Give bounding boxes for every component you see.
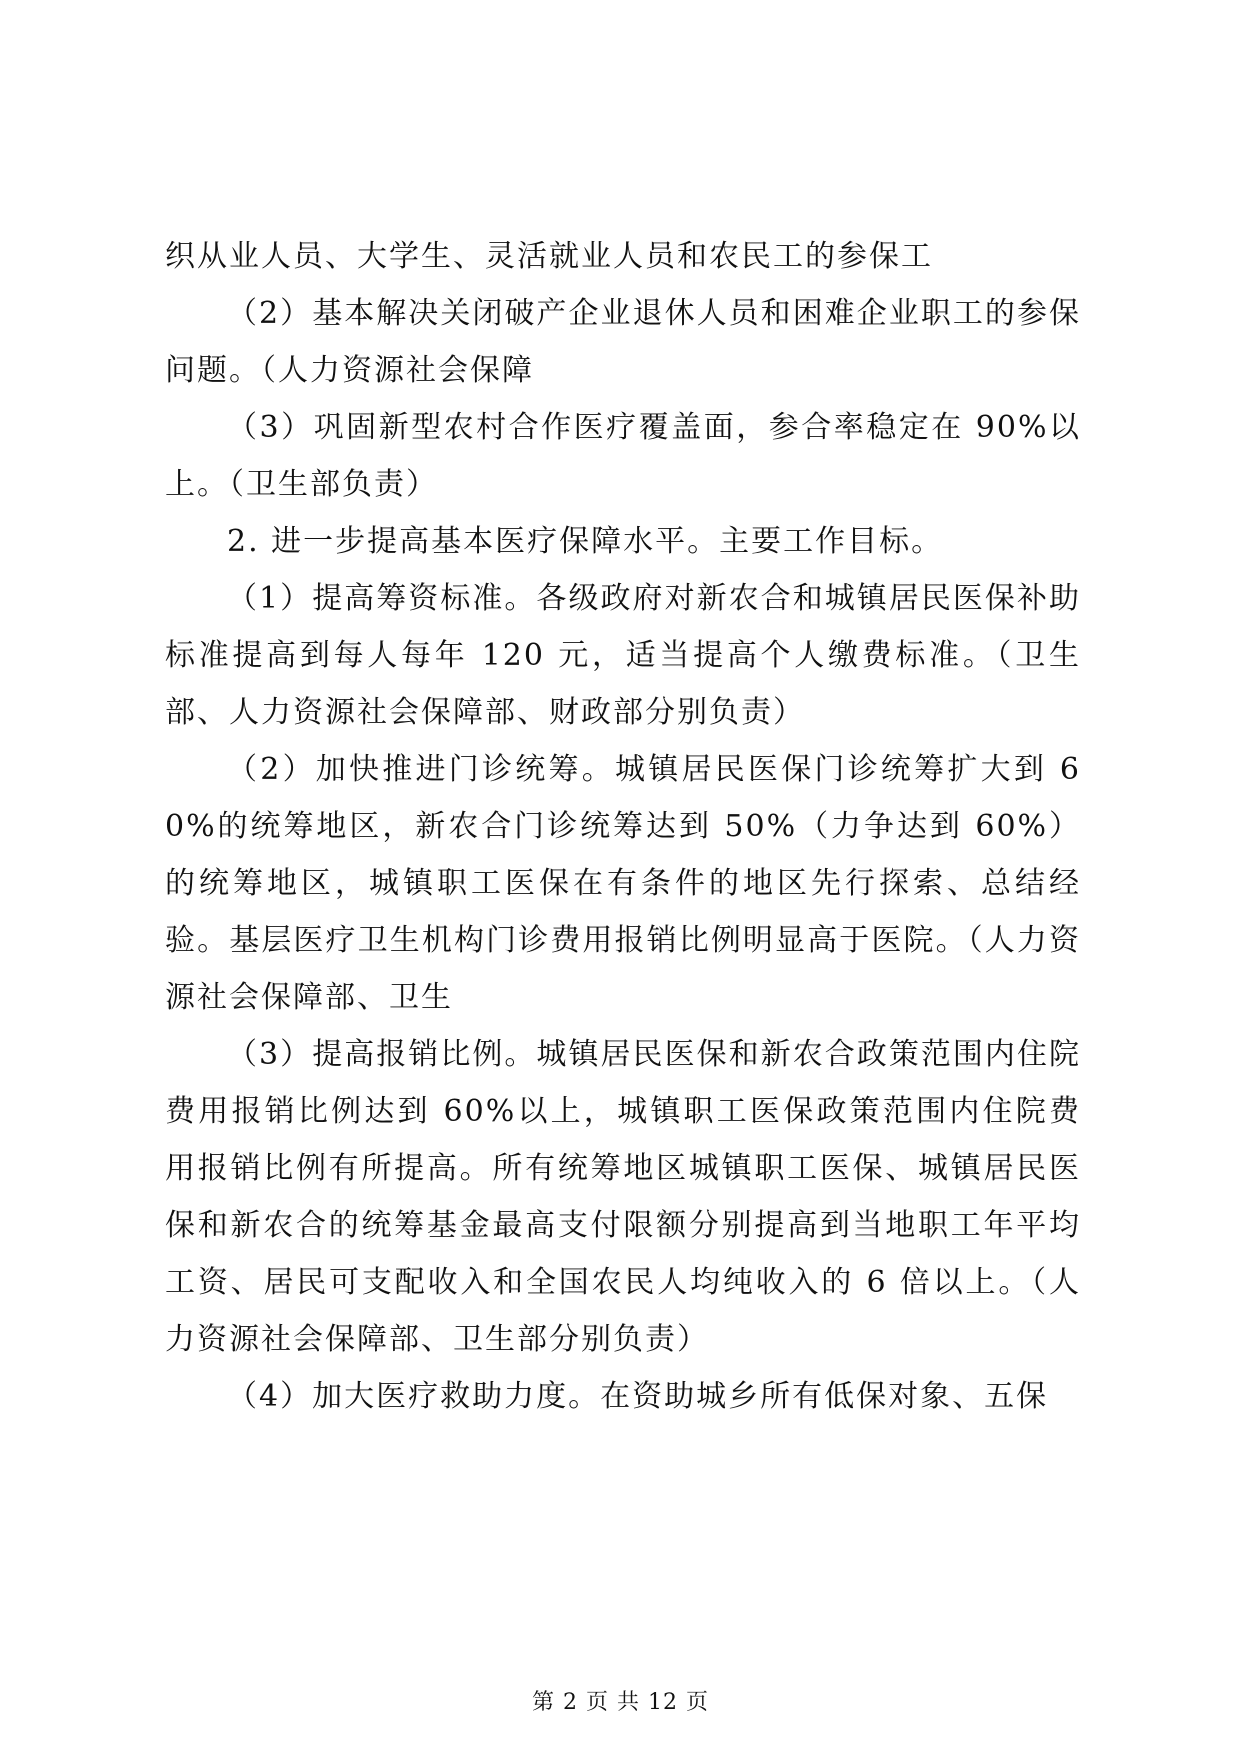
paragraph-funding-standard: （1）提高筹资标准。各级政府对新农合和城镇居民医保补助标准提高到每人每年 120 元，适当提高个人缴费标准。（卫生部、人力资源社会保障部、财政部分别负责） [165, 581, 1081, 730]
paragraph-item-3: （3）巩固新型农村合作医疗覆盖面，参合率稳定在 90%以上。（卫生部负责） [165, 410, 1081, 502]
paragraph-medical-assistance: （4）加大医疗救助力度。在资助城乡所有低保对象、五保 [227, 1379, 1049, 1414]
page-number-footer: 第 2 页 共 12 页 [532, 1690, 709, 1715]
document-body [165, 228, 1081, 1425]
paragraph-reimbursement-ratio: （3）提高报销比例。城镇居民医保和新农合政策范围内住院费用报销比例达到 60%以上，城镇职工医保政策范围内住院费用报销比例有所提高。所有统筹地区城镇职工医保、城镇居民医保和新农合的统筹基金最高支付限额分别提高到当地职工年平均工资、居民可支配收入和全国农民人均纯收入的 6 倍以上。（人力资源社会保障部、卫生部分别负责） [165, 1037, 1081, 1357]
paragraph-continuation: 织从业人员、大学生、灵活就业人员和农民工的参保工 [165, 239, 933, 274]
section-heading-2: 2. 进一步提高基本医疗保障水平。主要工作目标。 [227, 524, 944, 559]
paragraph-item-2: （2）基本解决关闭破产企业退休人员和困难企业职工的参保问题。（人力资源社会保障 [165, 296, 1081, 388]
paragraph-outpatient-pooling: （2）加快推进门诊统筹。城镇居民医保门诊统筹扩大到 60%的统筹地区，新农合门诊统筹达到 50%（力争达到 60%）的统筹地区，城镇职工医保在有条件的地区先行探索、总结经验。基层医疗卫生机构门诊费用报销比例明显高于医院。（人力资源社会保障部、卫生 [165, 752, 1081, 1015]
